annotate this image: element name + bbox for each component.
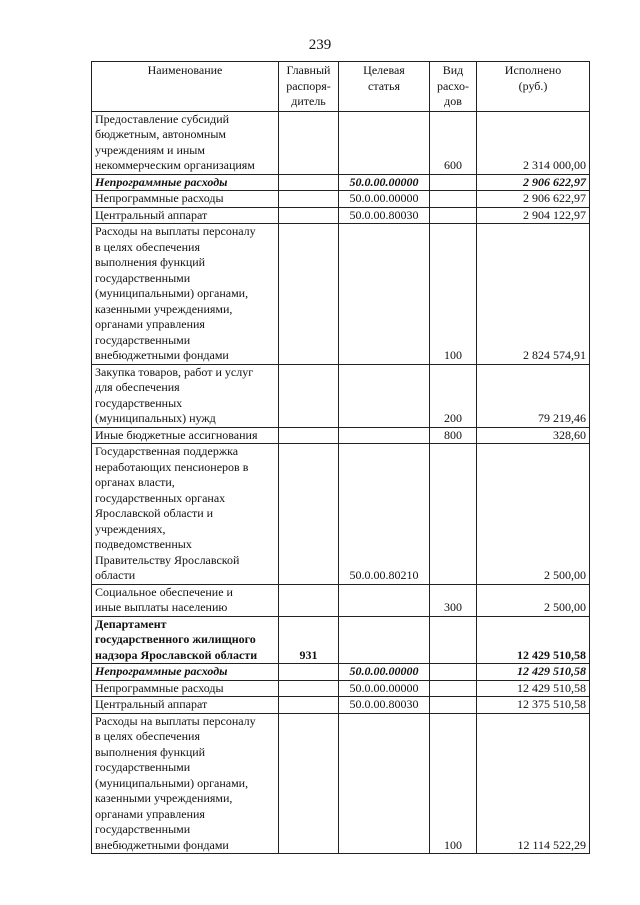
- cell-expense-type: 200: [430, 364, 477, 427]
- cell-executed: 2 906 622,97: [477, 174, 590, 191]
- cell-expense-type: 600: [430, 111, 477, 174]
- cell-expense-type: [430, 616, 477, 664]
- table-row: [92, 680, 590, 697]
- cell-name: Социальное обеспечение и иные выплаты населению: [92, 584, 279, 616]
- cell-target-article: 50.0.00.00000: [339, 680, 430, 697]
- cell-executed: 12 429 510,58: [477, 680, 590, 697]
- cell-expense-type: [430, 697, 477, 714]
- page-number: 239: [308, 37, 332, 53]
- cell-executed: 12 114 522,29: [477, 713, 590, 854]
- cell-expense-type: [430, 174, 477, 191]
- table-row: [92, 427, 590, 444]
- cell-name: Центральный аппарат: [92, 207, 279, 224]
- cell-target-article: [339, 713, 430, 854]
- table-row: [92, 207, 590, 224]
- cell-name: Закупка товаров, работ и услуг для обеспечения государственных (муниципальных) нужд: [92, 364, 279, 427]
- cell-main-manager: [279, 364, 339, 427]
- cell-executed: 2 314 000,00: [477, 111, 590, 174]
- cell-main-manager: [279, 664, 339, 681]
- cell-name: Центральный аппарат: [92, 697, 279, 714]
- cell-executed: 328,60: [477, 427, 590, 444]
- cell-target-article: 50.0.00.00000: [339, 174, 430, 191]
- table-row: [92, 444, 590, 585]
- cell-executed: 2 500,00: [477, 444, 590, 585]
- table-row: [92, 584, 590, 616]
- cell-name: Непрограммные расходы: [92, 174, 279, 191]
- table-row: [92, 664, 590, 681]
- table-row: [92, 174, 590, 191]
- table-row: [92, 224, 590, 365]
- cell-executed: 2 906 622,97: [477, 191, 590, 208]
- cell-executed: 2 824 574,91: [477, 224, 590, 365]
- cell-name: Непрограммные расходы: [92, 680, 279, 697]
- cell-expense-type: 100: [430, 224, 477, 365]
- cell-executed: 12 375 510,58: [477, 697, 590, 714]
- cell-target-article: [339, 111, 430, 174]
- cell-executed: 2 500,00: [477, 584, 590, 616]
- cell-main-manager: [279, 680, 339, 697]
- table-row: [92, 191, 590, 208]
- table-row: [92, 713, 590, 854]
- cell-name: Иные бюджетные ассигнования: [92, 427, 279, 444]
- table-row: [92, 364, 590, 427]
- cell-main-manager: [279, 444, 339, 585]
- cell-expense-type: 100: [430, 713, 477, 854]
- cell-main-manager: [279, 111, 339, 174]
- cell-target-article: [339, 364, 430, 427]
- cell-expense-type: [430, 207, 477, 224]
- table-body: [92, 111, 590, 854]
- table-row: [92, 616, 590, 664]
- header-expense-type: Вид расхо- дов: [430, 62, 477, 112]
- cell-name: Государственная поддержка неработающих пенсионеров в органах власти, государственных органах Ярославской области и учреждениях, подведомственных Правительству Ярославской области: [92, 444, 279, 585]
- header-name: Наименование: [92, 62, 279, 112]
- cell-name: Расходы на выплаты персоналу в целях обеспечения выполнения функций государственными (муниципальными) органами, казенными учреждениями, органами управления государственными внебюджетными фондами: [92, 713, 279, 854]
- table-row: [92, 111, 590, 174]
- cell-main-manager: [279, 174, 339, 191]
- cell-executed: 12 429 510,58: [477, 616, 590, 664]
- cell-target-article: 50.0.00.80030: [339, 697, 430, 714]
- cell-target-article: [339, 616, 430, 664]
- cell-expense-type: 800: [430, 427, 477, 444]
- header-executed: Исполнено (руб.): [477, 62, 590, 112]
- cell-target-article: 50.0.00.80030: [339, 207, 430, 224]
- cell-name: Департамент государственного жилищного надзора Ярославской области: [92, 616, 279, 664]
- cell-target-article: 50.0.00.00000: [339, 191, 430, 208]
- table-row: [92, 697, 590, 714]
- cell-main-manager: [279, 191, 339, 208]
- cell-main-manager: [279, 697, 339, 714]
- table-header-row: [92, 62, 590, 112]
- cell-name: Непрограммные расходы: [92, 191, 279, 208]
- cell-main-manager: [279, 584, 339, 616]
- cell-main-manager: [279, 224, 339, 365]
- cell-main-manager: [279, 713, 339, 854]
- cell-main-manager: [279, 427, 339, 444]
- cell-expense-type: [430, 444, 477, 585]
- cell-name: Предоставление субсидий бюджетным, автономным учреждениям и иным некоммерческим организациям: [92, 111, 279, 174]
- cell-target-article: 50.0.00.80210: [339, 444, 430, 585]
- header-target-article: Целевая статья: [339, 62, 430, 112]
- cell-expense-type: [430, 664, 477, 681]
- cell-executed: 2 904 122,97: [477, 207, 590, 224]
- cell-name: Расходы на выплаты персоналу в целях обеспечения выполнения функций государственными (муниципальными) органами, казенными учреждениями, органами управления государственными внебюджетными фондами: [92, 224, 279, 365]
- cell-name: Непрограммные расходы: [92, 664, 279, 681]
- cell-target-article: [339, 427, 430, 444]
- cell-main-manager: 931: [279, 616, 339, 664]
- cell-executed: 79 219,46: [477, 364, 590, 427]
- cell-target-article: [339, 584, 430, 616]
- cell-expense-type: 300: [430, 584, 477, 616]
- budget-table: [91, 61, 590, 854]
- cell-target-article: 50.0.00.00000: [339, 664, 430, 681]
- cell-expense-type: [430, 191, 477, 208]
- cell-executed: 12 429 510,58: [477, 664, 590, 681]
- header-main-manager: Главный распоря- дитель: [279, 62, 339, 112]
- cell-target-article: [339, 224, 430, 365]
- cell-expense-type: [430, 680, 477, 697]
- cell-main-manager: [279, 207, 339, 224]
